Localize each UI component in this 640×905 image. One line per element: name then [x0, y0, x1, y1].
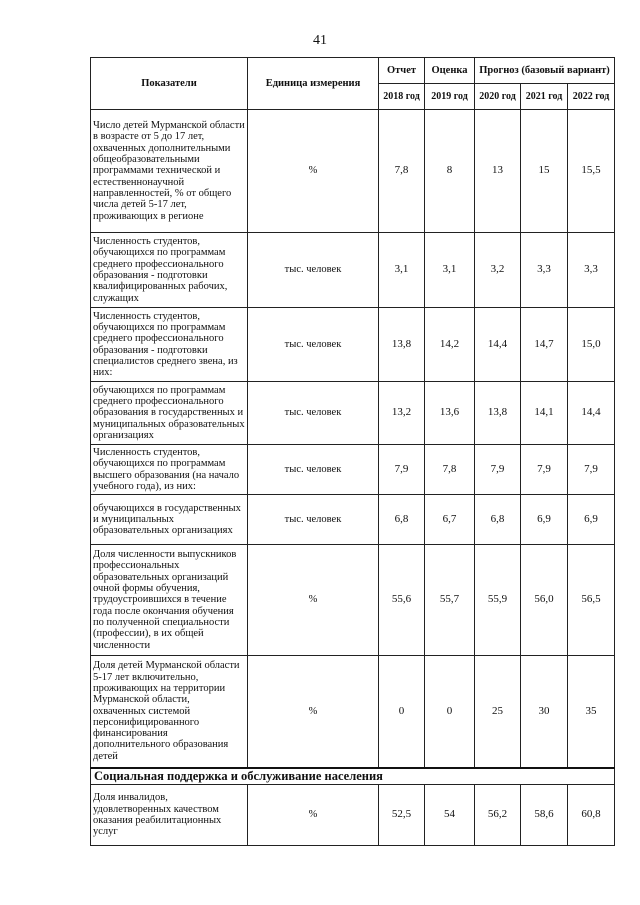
value-2020: 14,4 [475, 308, 521, 382]
header-year-2018: 2018 год [379, 84, 425, 110]
value-2021: 6,9 [521, 495, 568, 545]
header-estimate: Оценка [425, 58, 475, 84]
value-2021: 15 [521, 110, 568, 233]
value-2018: 52,5 [379, 785, 425, 846]
section-title: Социальная поддержка и обслуживание населения [91, 768, 615, 785]
indicator-cell: обучающихся в государственных и муниципальных образовательных организациях [91, 495, 248, 545]
value-2020: 13,8 [475, 382, 521, 445]
unit-cell: тыс. человек [248, 495, 379, 545]
indicator-cell: Численность студентов, обучающихся по программам высшего образования (на начало учебного года), из них: [91, 445, 248, 495]
value-2021: 58,6 [521, 785, 568, 846]
page-number: 41 [313, 33, 327, 48]
header-year-2020: 2020 год [475, 84, 521, 110]
header-indicators: Показатели [91, 58, 248, 110]
value-2021: 30 [521, 656, 568, 768]
value-2020: 13 [475, 110, 521, 233]
value-2022: 56,5 [568, 545, 615, 656]
table-row [91, 495, 615, 545]
value-2018: 13,2 [379, 382, 425, 445]
value-2021: 14,1 [521, 382, 568, 445]
unit-cell: тыс. человек [248, 445, 379, 495]
value-2022: 35 [568, 656, 615, 768]
unit-cell: % [248, 545, 379, 656]
value-2018: 13,8 [379, 308, 425, 382]
value-2022: 3,3 [568, 233, 615, 308]
value-2019: 0 [425, 656, 475, 768]
table-row [91, 233, 615, 308]
table-row [91, 445, 615, 495]
value-2021: 7,9 [521, 445, 568, 495]
value-2019: 8 [425, 110, 475, 233]
value-2022: 15,0 [568, 308, 615, 382]
unit-cell: % [248, 110, 379, 233]
forecast-table [90, 57, 615, 846]
value-2018: 7,8 [379, 110, 425, 233]
table-row [91, 382, 615, 445]
value-2020: 6,8 [475, 495, 521, 545]
indicator-cell: обучающихся по программам среднего профессионального образования в государственных и муниципальных образовательных организациях [91, 382, 248, 445]
header-forecast: Прогноз (базовый вариант) [475, 58, 615, 84]
value-2019: 13,6 [425, 382, 475, 445]
value-2020: 7,9 [475, 445, 521, 495]
value-2020: 3,2 [475, 233, 521, 308]
value-2021: 14,7 [521, 308, 568, 382]
indicator-cell: Численность студентов, обучающихся по программам среднего профессионального образования - подготовки специалистов среднего звена, из них: [91, 308, 248, 382]
unit-cell: % [248, 656, 379, 768]
indicator-cell: Доля детей Мурманской области 5-17 лет включительно, проживающих на территории Мурманской области, охваченных системой персонифицированного финансирования дополнительного образования детей [91, 656, 248, 768]
table-row [91, 656, 615, 768]
value-2018: 0 [379, 656, 425, 768]
value-2019: 14,2 [425, 308, 475, 382]
value-2019: 55,7 [425, 545, 475, 656]
value-2022: 7,9 [568, 445, 615, 495]
table-row [91, 308, 615, 382]
indicator-cell: Численность студентов, обучающихся по программам среднего профессионального образования - подготовки квалифицированных рабочих, служащих [91, 233, 248, 308]
value-2020: 25 [475, 656, 521, 768]
value-2022: 15,5 [568, 110, 615, 233]
value-2022: 14,4 [568, 382, 615, 445]
value-2020: 55,9 [475, 545, 521, 656]
value-2019: 6,7 [425, 495, 475, 545]
value-2018: 3,1 [379, 233, 425, 308]
value-2021: 56,0 [521, 545, 568, 656]
indicator-cell: Число детей Мурманской области в возрасте от 5 до 17 лет, охваченных дополнительными общеобразовательными программами технической и естественнонаучной направленностей, % от общего числа детей 5-17 лет, проживающих в регионе [91, 110, 248, 233]
indicator-cell: Доля численности выпускников профессиональных образовательных организаций очной формы обучения, трудоустроившихся в течение года после окончания обучения по полученной специальности (профессии), в их общей численности [91, 545, 248, 656]
table-row [91, 110, 615, 233]
section-header-row [91, 768, 615, 785]
unit-cell: тыс. человек [248, 382, 379, 445]
header-year-2022: 2022 год [568, 84, 615, 110]
value-2019: 3,1 [425, 233, 475, 308]
value-2018: 6,8 [379, 495, 425, 545]
table-row [91, 545, 615, 656]
value-2022: 60,8 [568, 785, 615, 846]
table-row [91, 785, 615, 846]
value-2020: 56,2 [475, 785, 521, 846]
unit-cell: тыс. человек [248, 233, 379, 308]
header-year-2019: 2019 год [425, 84, 475, 110]
header-report: Отчет [379, 58, 425, 84]
unit-cell: % [248, 785, 379, 846]
value-2019: 7,8 [425, 445, 475, 495]
unit-cell: тыс. человек [248, 308, 379, 382]
header-unit: Единица измерения [248, 58, 379, 110]
indicator-cell: Доля инвалидов, удовлетворенных качеством оказания реабилитационных услуг [91, 785, 248, 846]
value-2022: 6,9 [568, 495, 615, 545]
header-year-2021: 2021 год [521, 84, 568, 110]
value-2018: 7,9 [379, 445, 425, 495]
value-2021: 3,3 [521, 233, 568, 308]
value-2018: 55,6 [379, 545, 425, 656]
value-2019: 54 [425, 785, 475, 846]
